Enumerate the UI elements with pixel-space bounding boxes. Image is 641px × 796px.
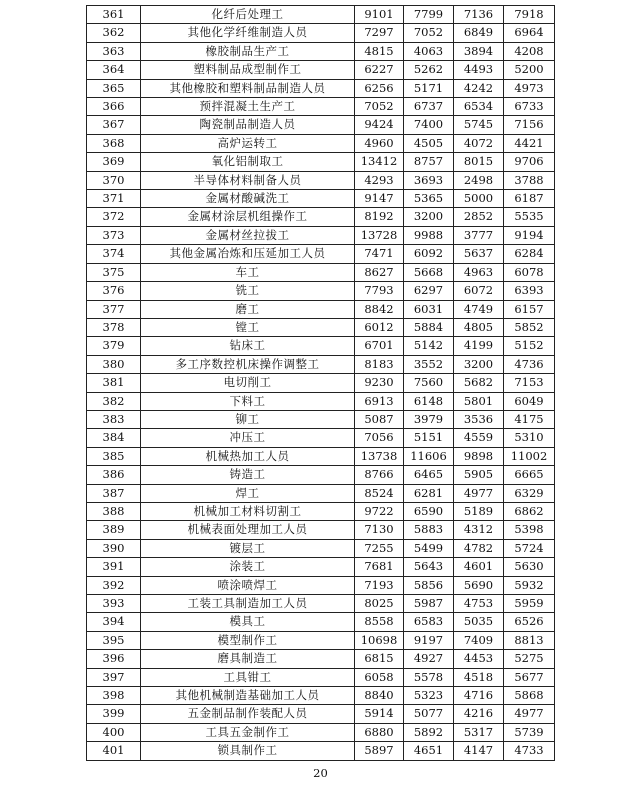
occupation-name-cell: 高炉运转工 bbox=[141, 134, 355, 152]
value-col-1-cell: 7193 bbox=[355, 576, 404, 594]
occupation-name-cell: 橡胶制品生产工 bbox=[141, 42, 355, 60]
occupation-name-cell: 焊工 bbox=[141, 484, 355, 502]
value-col-4-cell: 4733 bbox=[504, 742, 555, 760]
value-col-2-cell: 6590 bbox=[404, 502, 454, 520]
table-row bbox=[87, 502, 555, 520]
table-row bbox=[87, 134, 555, 152]
table-row bbox=[87, 6, 555, 24]
value-col-1-cell: 9230 bbox=[355, 374, 404, 392]
occupation-name-cell: 磨工 bbox=[141, 300, 355, 318]
table-row bbox=[87, 392, 555, 410]
table-row bbox=[87, 79, 555, 97]
row-id-cell: 367 bbox=[87, 116, 141, 134]
value-col-2-cell: 5578 bbox=[404, 668, 454, 686]
value-col-3-cell: 4312 bbox=[454, 521, 504, 539]
value-col-3-cell: 8015 bbox=[454, 153, 504, 171]
value-col-3-cell: 6534 bbox=[454, 98, 504, 116]
row-id-cell: 386 bbox=[87, 466, 141, 484]
value-col-2-cell: 5892 bbox=[404, 723, 454, 741]
table-row bbox=[87, 153, 555, 171]
occupation-name-cell: 其他橡胶和塑料制品制造人员 bbox=[141, 79, 355, 97]
row-id-cell: 370 bbox=[87, 171, 141, 189]
value-col-4-cell: 5868 bbox=[504, 687, 555, 705]
value-col-1-cell: 8842 bbox=[355, 300, 404, 318]
row-id-cell: 401 bbox=[87, 742, 141, 760]
table-row bbox=[87, 300, 555, 318]
occupation-name-cell: 五金制品制作装配人员 bbox=[141, 705, 355, 723]
occupation-name-cell: 下料工 bbox=[141, 392, 355, 410]
value-col-1-cell: 6058 bbox=[355, 668, 404, 686]
value-col-2-cell: 7052 bbox=[404, 24, 454, 42]
value-col-1-cell: 5897 bbox=[355, 742, 404, 760]
row-id-cell: 379 bbox=[87, 337, 141, 355]
value-col-1-cell: 6701 bbox=[355, 337, 404, 355]
value-col-4-cell: 5959 bbox=[504, 595, 555, 613]
table-row bbox=[87, 595, 555, 613]
table-row bbox=[87, 171, 555, 189]
row-id-cell: 383 bbox=[87, 410, 141, 428]
value-col-2-cell: 5262 bbox=[404, 61, 454, 79]
value-col-1-cell: 6880 bbox=[355, 723, 404, 741]
value-col-3-cell: 3894 bbox=[454, 42, 504, 60]
table-row bbox=[87, 668, 555, 686]
value-col-2-cell: 11606 bbox=[404, 447, 454, 465]
table-row bbox=[87, 410, 555, 428]
value-col-3-cell: 4716 bbox=[454, 687, 504, 705]
row-id-cell: 382 bbox=[87, 392, 141, 410]
table-row bbox=[87, 742, 555, 760]
value-col-2-cell: 4651 bbox=[404, 742, 454, 760]
row-id-cell: 375 bbox=[87, 263, 141, 281]
row-id-cell: 369 bbox=[87, 153, 141, 171]
value-col-1-cell: 9101 bbox=[355, 6, 404, 24]
row-id-cell: 378 bbox=[87, 318, 141, 336]
value-col-4-cell: 5852 bbox=[504, 318, 555, 336]
value-col-2-cell: 5883 bbox=[404, 521, 454, 539]
value-col-2-cell: 7400 bbox=[404, 116, 454, 134]
value-col-2-cell: 6465 bbox=[404, 466, 454, 484]
value-col-2-cell: 3200 bbox=[404, 208, 454, 226]
value-col-1-cell: 6227 bbox=[355, 61, 404, 79]
value-col-1-cell: 9424 bbox=[355, 116, 404, 134]
row-id-cell: 388 bbox=[87, 502, 141, 520]
wage-table-body bbox=[87, 6, 555, 761]
row-id-cell: 400 bbox=[87, 723, 141, 741]
table-row bbox=[87, 282, 555, 300]
value-col-3-cell: 4753 bbox=[454, 595, 504, 613]
value-col-2-cell: 9197 bbox=[404, 631, 454, 649]
table-row bbox=[87, 466, 555, 484]
value-col-1-cell: 7793 bbox=[355, 282, 404, 300]
value-col-2-cell: 7560 bbox=[404, 374, 454, 392]
value-col-4-cell: 4736 bbox=[504, 355, 555, 373]
value-col-2-cell: 3979 bbox=[404, 410, 454, 428]
value-col-1-cell: 6256 bbox=[355, 79, 404, 97]
value-col-2-cell: 3693 bbox=[404, 171, 454, 189]
row-id-cell: 380 bbox=[87, 355, 141, 373]
value-col-4-cell: 5200 bbox=[504, 61, 555, 79]
value-col-1-cell: 8558 bbox=[355, 613, 404, 631]
value-col-4-cell: 5677 bbox=[504, 668, 555, 686]
occupation-name-cell: 工具五金制作工 bbox=[141, 723, 355, 741]
table-row bbox=[87, 631, 555, 649]
occupation-name-cell: 工具钳工 bbox=[141, 668, 355, 686]
value-col-4-cell: 6964 bbox=[504, 24, 555, 42]
table-row bbox=[87, 208, 555, 226]
row-id-cell: 384 bbox=[87, 429, 141, 447]
row-id-cell: 377 bbox=[87, 300, 141, 318]
row-id-cell: 397 bbox=[87, 668, 141, 686]
row-id-cell: 365 bbox=[87, 79, 141, 97]
occupation-name-cell: 塑料制品成型制作工 bbox=[141, 61, 355, 79]
occupation-name-cell: 预拌混凝土生产工 bbox=[141, 98, 355, 116]
row-id-cell: 361 bbox=[87, 6, 141, 24]
occupation-name-cell: 工装工具制造加工人员 bbox=[141, 595, 355, 613]
value-col-2-cell: 5142 bbox=[404, 337, 454, 355]
value-col-2-cell: 8757 bbox=[404, 153, 454, 171]
row-id-cell: 390 bbox=[87, 539, 141, 557]
value-col-3-cell: 5905 bbox=[454, 466, 504, 484]
value-col-2-cell: 4505 bbox=[404, 134, 454, 152]
value-col-4-cell: 6187 bbox=[504, 190, 555, 208]
value-col-4-cell: 6393 bbox=[504, 282, 555, 300]
value-col-3-cell: 5317 bbox=[454, 723, 504, 741]
value-col-2-cell: 5323 bbox=[404, 687, 454, 705]
occupation-name-cell: 机械热加工人员 bbox=[141, 447, 355, 465]
value-col-3-cell: 4242 bbox=[454, 79, 504, 97]
row-id-cell: 374 bbox=[87, 245, 141, 263]
value-col-4-cell: 5739 bbox=[504, 723, 555, 741]
value-col-4-cell: 6157 bbox=[504, 300, 555, 318]
value-col-1-cell: 7130 bbox=[355, 521, 404, 539]
page-number: 20 bbox=[313, 766, 328, 780]
table-row bbox=[87, 190, 555, 208]
value-col-2-cell: 9988 bbox=[404, 226, 454, 244]
value-col-2-cell: 7799 bbox=[404, 6, 454, 24]
value-col-1-cell: 6012 bbox=[355, 318, 404, 336]
value-col-3-cell: 4559 bbox=[454, 429, 504, 447]
table-row bbox=[87, 337, 555, 355]
value-col-3-cell: 5637 bbox=[454, 245, 504, 263]
table-row bbox=[87, 42, 555, 60]
value-col-1-cell: 7681 bbox=[355, 558, 404, 576]
occupation-name-cell: 其他化学纤维制造人员 bbox=[141, 24, 355, 42]
row-id-cell: 366 bbox=[87, 98, 141, 116]
value-col-4-cell: 9194 bbox=[504, 226, 555, 244]
value-col-2-cell: 6297 bbox=[404, 282, 454, 300]
row-id-cell: 371 bbox=[87, 190, 141, 208]
row-id-cell: 372 bbox=[87, 208, 141, 226]
table-row bbox=[87, 245, 555, 263]
value-col-1-cell: 8025 bbox=[355, 595, 404, 613]
value-col-3-cell: 4963 bbox=[454, 263, 504, 281]
value-col-3-cell: 4782 bbox=[454, 539, 504, 557]
occupation-name-cell: 电切削工 bbox=[141, 374, 355, 392]
value-col-2-cell: 6583 bbox=[404, 613, 454, 631]
value-col-1-cell: 8192 bbox=[355, 208, 404, 226]
value-col-4-cell: 9706 bbox=[504, 153, 555, 171]
table-row bbox=[87, 318, 555, 336]
table-row bbox=[87, 705, 555, 723]
value-col-1-cell: 9147 bbox=[355, 190, 404, 208]
occupation-name-cell: 喷涂喷焊工 bbox=[141, 576, 355, 594]
row-id-cell: 398 bbox=[87, 687, 141, 705]
row-id-cell: 387 bbox=[87, 484, 141, 502]
value-col-2-cell: 5151 bbox=[404, 429, 454, 447]
value-col-1-cell: 8627 bbox=[355, 263, 404, 281]
occupation-name-cell: 多工序数控机床操作调整工 bbox=[141, 355, 355, 373]
value-col-1-cell: 5914 bbox=[355, 705, 404, 723]
value-col-4-cell: 5535 bbox=[504, 208, 555, 226]
value-col-1-cell: 5087 bbox=[355, 410, 404, 428]
value-col-2-cell: 5077 bbox=[404, 705, 454, 723]
occupation-name-cell: 其他金属冶炼和压延加工人员 bbox=[141, 245, 355, 263]
value-col-4-cell: 7918 bbox=[504, 6, 555, 24]
occupation-name-cell: 化纤后处理工 bbox=[141, 6, 355, 24]
value-col-1-cell: 7297 bbox=[355, 24, 404, 42]
table-row bbox=[87, 613, 555, 631]
value-col-2-cell: 5171 bbox=[404, 79, 454, 97]
wage-table bbox=[86, 5, 555, 761]
value-col-1-cell: 8183 bbox=[355, 355, 404, 373]
value-col-1-cell: 8524 bbox=[355, 484, 404, 502]
row-id-cell: 376 bbox=[87, 282, 141, 300]
value-col-3-cell: 6849 bbox=[454, 24, 504, 42]
value-col-2-cell: 6281 bbox=[404, 484, 454, 502]
row-id-cell: 362 bbox=[87, 24, 141, 42]
value-col-1-cell: 8840 bbox=[355, 687, 404, 705]
row-id-cell: 391 bbox=[87, 558, 141, 576]
table-row bbox=[87, 484, 555, 502]
value-col-3-cell: 2852 bbox=[454, 208, 504, 226]
value-col-1-cell: 4960 bbox=[355, 134, 404, 152]
value-col-3-cell: 4601 bbox=[454, 558, 504, 576]
value-col-3-cell: 5682 bbox=[454, 374, 504, 392]
value-col-3-cell: 5745 bbox=[454, 116, 504, 134]
table-row bbox=[87, 539, 555, 557]
value-col-3-cell: 6072 bbox=[454, 282, 504, 300]
value-col-1-cell: 13738 bbox=[355, 447, 404, 465]
row-id-cell: 385 bbox=[87, 447, 141, 465]
value-col-1-cell: 4815 bbox=[355, 42, 404, 60]
occupation-name-cell: 钻床工 bbox=[141, 337, 355, 355]
row-id-cell: 368 bbox=[87, 134, 141, 152]
value-col-1-cell: 9722 bbox=[355, 502, 404, 520]
value-col-3-cell: 4977 bbox=[454, 484, 504, 502]
row-id-cell: 395 bbox=[87, 631, 141, 649]
value-col-4-cell: 4973 bbox=[504, 79, 555, 97]
value-col-2-cell: 6737 bbox=[404, 98, 454, 116]
value-col-2-cell: 5365 bbox=[404, 190, 454, 208]
occupation-name-cell: 涂装工 bbox=[141, 558, 355, 576]
value-col-2-cell: 4927 bbox=[404, 650, 454, 668]
value-col-1-cell: 4293 bbox=[355, 171, 404, 189]
value-col-3-cell: 4216 bbox=[454, 705, 504, 723]
occupation-name-cell: 金属材涂层机组操作工 bbox=[141, 208, 355, 226]
value-col-1-cell: 6815 bbox=[355, 650, 404, 668]
value-col-4-cell: 6526 bbox=[504, 613, 555, 631]
value-col-4-cell: 6733 bbox=[504, 98, 555, 116]
row-id-cell: 392 bbox=[87, 576, 141, 594]
row-id-cell: 399 bbox=[87, 705, 141, 723]
row-id-cell: 389 bbox=[87, 521, 141, 539]
occupation-name-cell: 锁具制作工 bbox=[141, 742, 355, 760]
value-col-4-cell: 6049 bbox=[504, 392, 555, 410]
occupation-name-cell: 铆工 bbox=[141, 410, 355, 428]
value-col-3-cell: 5000 bbox=[454, 190, 504, 208]
value-col-2-cell: 3552 bbox=[404, 355, 454, 373]
table-row bbox=[87, 687, 555, 705]
value-col-1-cell: 13728 bbox=[355, 226, 404, 244]
table-row bbox=[87, 558, 555, 576]
table-row bbox=[87, 429, 555, 447]
table-row bbox=[87, 650, 555, 668]
value-col-2-cell: 6031 bbox=[404, 300, 454, 318]
value-col-3-cell: 2498 bbox=[454, 171, 504, 189]
table-row bbox=[87, 98, 555, 116]
value-col-4-cell: 11002 bbox=[504, 447, 555, 465]
table-row bbox=[87, 521, 555, 539]
occupation-name-cell: 模型制作工 bbox=[141, 631, 355, 649]
value-col-2-cell: 6092 bbox=[404, 245, 454, 263]
value-col-4-cell: 6284 bbox=[504, 245, 555, 263]
value-col-4-cell: 8813 bbox=[504, 631, 555, 649]
occupation-name-cell: 磨具制造工 bbox=[141, 650, 355, 668]
value-col-4-cell: 6078 bbox=[504, 263, 555, 281]
table-row bbox=[87, 116, 555, 134]
occupation-name-cell: 陶瓷制品制造人员 bbox=[141, 116, 355, 134]
value-col-4-cell: 5310 bbox=[504, 429, 555, 447]
occupation-name-cell: 铸造工 bbox=[141, 466, 355, 484]
occupation-name-cell: 冲压工 bbox=[141, 429, 355, 447]
value-col-2-cell: 5856 bbox=[404, 576, 454, 594]
value-col-3-cell: 4518 bbox=[454, 668, 504, 686]
value-col-4-cell: 5152 bbox=[504, 337, 555, 355]
occupation-name-cell: 车工 bbox=[141, 263, 355, 281]
occupation-name-cell: 机械加工材料切割工 bbox=[141, 502, 355, 520]
occupation-name-cell: 模具工 bbox=[141, 613, 355, 631]
value-col-4-cell: 6862 bbox=[504, 502, 555, 520]
occupation-name-cell: 半导体材料制备人员 bbox=[141, 171, 355, 189]
value-col-3-cell: 3777 bbox=[454, 226, 504, 244]
value-col-4-cell: 4977 bbox=[504, 705, 555, 723]
table-row bbox=[87, 24, 555, 42]
value-col-3-cell: 7136 bbox=[454, 6, 504, 24]
value-col-2-cell: 5884 bbox=[404, 318, 454, 336]
table-row bbox=[87, 355, 555, 373]
value-col-2-cell: 5643 bbox=[404, 558, 454, 576]
value-col-3-cell: 4072 bbox=[454, 134, 504, 152]
table-row bbox=[87, 723, 555, 741]
table-row bbox=[87, 576, 555, 594]
occupation-name-cell: 机械表面处理加工人员 bbox=[141, 521, 355, 539]
occupation-name-cell: 金属材酸碱洗工 bbox=[141, 190, 355, 208]
table-row bbox=[87, 447, 555, 465]
value-col-4-cell: 4208 bbox=[504, 42, 555, 60]
value-col-4-cell: 5398 bbox=[504, 521, 555, 539]
value-col-2-cell: 6148 bbox=[404, 392, 454, 410]
table-row bbox=[87, 263, 555, 281]
value-col-3-cell: 5690 bbox=[454, 576, 504, 594]
value-col-3-cell: 5801 bbox=[454, 392, 504, 410]
value-col-1-cell: 7255 bbox=[355, 539, 404, 557]
row-id-cell: 396 bbox=[87, 650, 141, 668]
value-col-1-cell: 6913 bbox=[355, 392, 404, 410]
value-col-3-cell: 5035 bbox=[454, 613, 504, 631]
table-row bbox=[87, 226, 555, 244]
value-col-3-cell: 4199 bbox=[454, 337, 504, 355]
value-col-2-cell: 5499 bbox=[404, 539, 454, 557]
value-col-3-cell: 4493 bbox=[454, 61, 504, 79]
value-col-3-cell: 4805 bbox=[454, 318, 504, 336]
value-col-3-cell: 7409 bbox=[454, 631, 504, 649]
value-col-1-cell: 7471 bbox=[355, 245, 404, 263]
value-col-3-cell: 4147 bbox=[454, 742, 504, 760]
row-id-cell: 363 bbox=[87, 42, 141, 60]
value-col-4-cell: 7153 bbox=[504, 374, 555, 392]
value-col-4-cell: 4421 bbox=[504, 134, 555, 152]
value-col-3-cell: 4453 bbox=[454, 650, 504, 668]
value-col-3-cell: 3200 bbox=[454, 355, 504, 373]
occupation-name-cell: 铣工 bbox=[141, 282, 355, 300]
value-col-4-cell: 4175 bbox=[504, 410, 555, 428]
value-col-2-cell: 4063 bbox=[404, 42, 454, 60]
value-col-4-cell: 3788 bbox=[504, 171, 555, 189]
value-col-3-cell: 4749 bbox=[454, 300, 504, 318]
value-col-1-cell: 13412 bbox=[355, 153, 404, 171]
value-col-1-cell: 8766 bbox=[355, 466, 404, 484]
value-col-4-cell: 5724 bbox=[504, 539, 555, 557]
row-id-cell: 364 bbox=[87, 61, 141, 79]
value-col-1-cell: 7056 bbox=[355, 429, 404, 447]
row-id-cell: 381 bbox=[87, 374, 141, 392]
value-col-1-cell: 7052 bbox=[355, 98, 404, 116]
value-col-3-cell: 3536 bbox=[454, 410, 504, 428]
occupation-name-cell: 其他机械制造基础加工人员 bbox=[141, 687, 355, 705]
row-id-cell: 394 bbox=[87, 613, 141, 631]
value-col-4-cell: 5275 bbox=[504, 650, 555, 668]
occupation-name-cell: 镀层工 bbox=[141, 539, 355, 557]
value-col-4-cell: 5630 bbox=[504, 558, 555, 576]
table-row bbox=[87, 61, 555, 79]
occupation-name-cell: 氧化铝制取工 bbox=[141, 153, 355, 171]
table-row bbox=[87, 374, 555, 392]
value-col-2-cell: 5987 bbox=[404, 595, 454, 613]
value-col-3-cell: 5189 bbox=[454, 502, 504, 520]
value-col-1-cell: 10698 bbox=[355, 631, 404, 649]
occupation-name-cell: 金属材丝拉拔工 bbox=[141, 226, 355, 244]
row-id-cell: 373 bbox=[87, 226, 141, 244]
value-col-3-cell: 9898 bbox=[454, 447, 504, 465]
value-col-4-cell: 7156 bbox=[504, 116, 555, 134]
occupation-name-cell: 镗工 bbox=[141, 318, 355, 336]
value-col-4-cell: 6329 bbox=[504, 484, 555, 502]
value-col-2-cell: 5668 bbox=[404, 263, 454, 281]
value-col-4-cell: 6665 bbox=[504, 466, 555, 484]
value-col-4-cell: 5932 bbox=[504, 576, 555, 594]
row-id-cell: 393 bbox=[87, 595, 141, 613]
